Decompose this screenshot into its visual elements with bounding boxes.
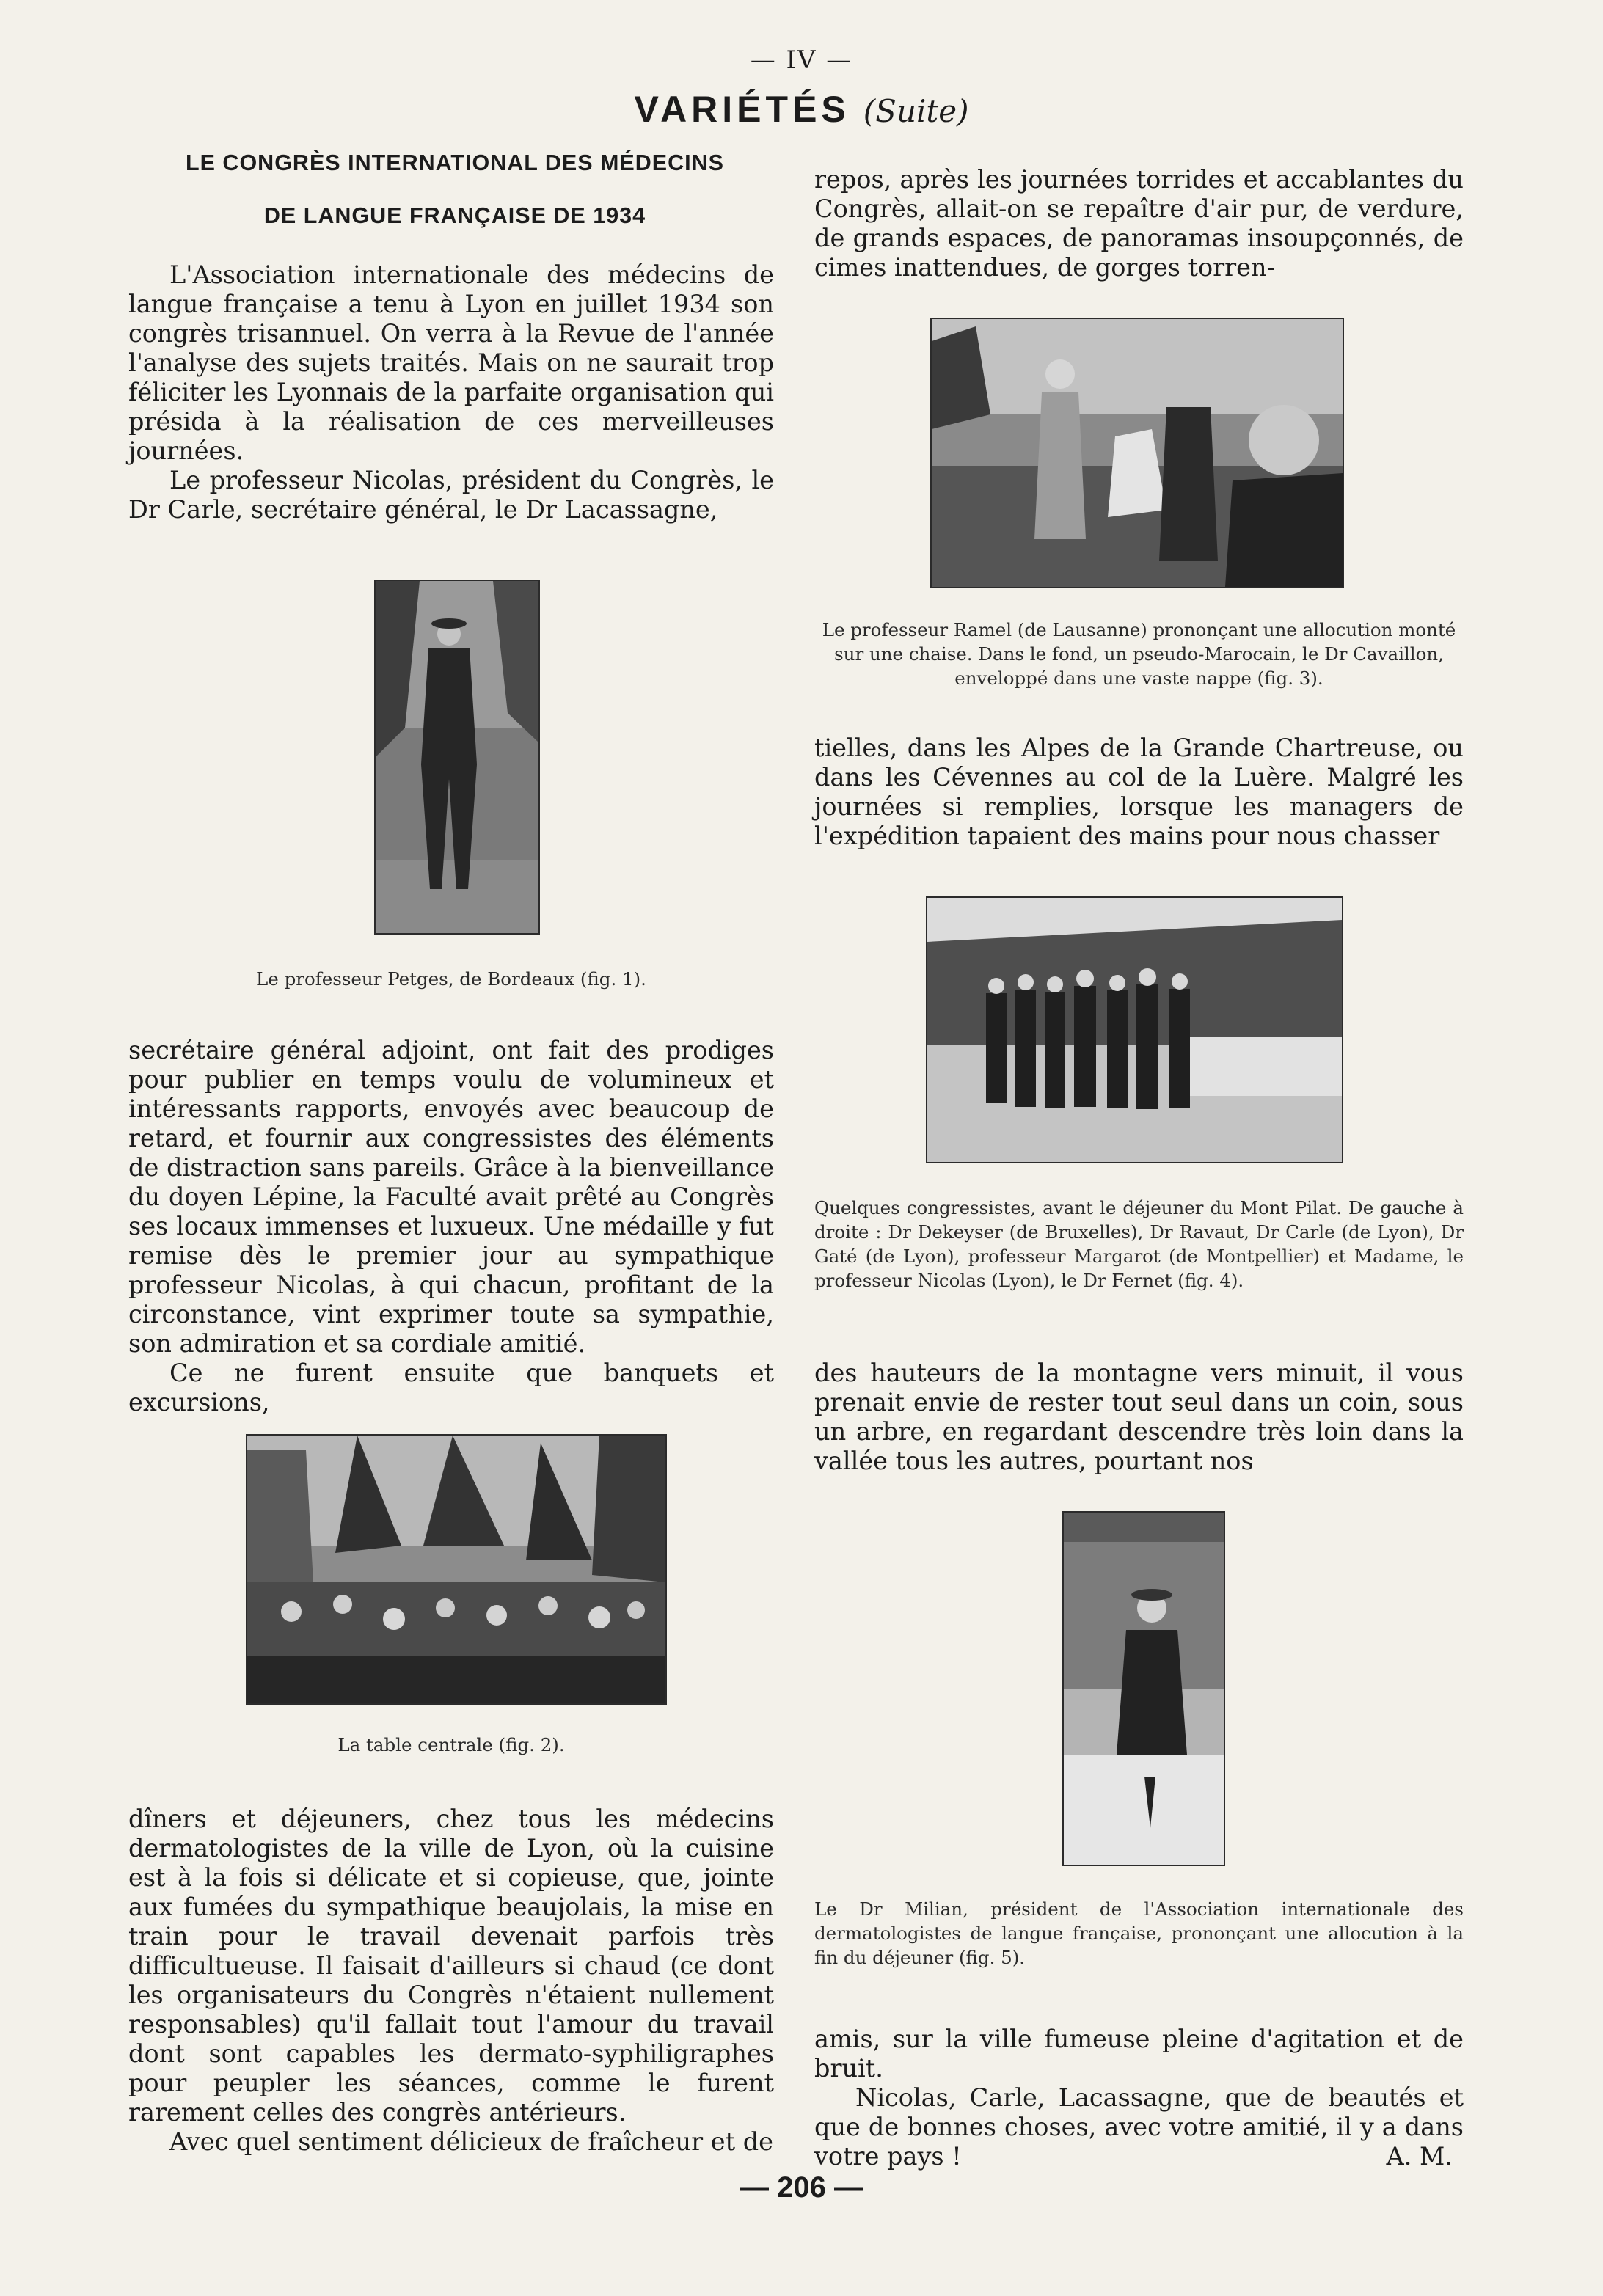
col2-para-2: tielles, dans les Alpes de la Grande Chartreuse, ou dans les Cévennes au col de la Luère. Malgré les journées si remplies, lorsque les managers de l'expédition tapaient des mains pour nous chasser: [814, 734, 1464, 850]
col2-mid: [814, 1359, 1464, 1476]
fig1-image: [376, 581, 538, 933]
col2-para-5: Nicolas, Carle, Lacassagne, que de beautés et que de bonnes choses, avec votre amitié, il y a dans votre pays !: [814, 2083, 1464, 2171]
section-title-main: VARIÉTÉS: [634, 89, 850, 130]
roman-page-number: — IV —: [750, 45, 853, 75]
fig4-caption: Quelques congressistes, avant le déjeuner du Mont Pilat. De gauche à droite : Dr Dekeyser (de Bruxelles), Dr Ravaut, Dr Carle (de Lyon), Dr Gaté (de Lyon), professeur Margarot (de Montpellier) et Madame, le professeur Nicolas (Lyon), le Dr Fernet (fig. 4).: [814, 1197, 1464, 1291]
col2-para-3: des hauteurs de la montagne vers minuit, il vous prenait envie de rester tout seul dans un coin, sous un arbre, en regardant descendre très loin dans la vallée tous les autres, pourtant nos: [814, 1359, 1464, 1475]
fig5-photo: [1062, 1511, 1225, 1866]
col2-para-4: amis, sur la ville fumeuse pleine d'agitation et de bruit.: [814, 2025, 1464, 2083]
fig2-caption: La table centrale (fig. 2).: [337, 1734, 565, 1755]
headline-line-2: DE LANGUE FRANÇAISE DE 1934: [263, 203, 646, 228]
fig2-photo: [246, 1434, 667, 1705]
headline-line-1: LE CONGRÈS INTERNATIONAL DES MÉDECINS: [185, 150, 725, 175]
fig4-photo: [926, 896, 1343, 1163]
fig5-caption: Le Dr Milian, président de l'Association internationale des dermatologistes de langue française, prononçant une allocution à la fin du déjeuner (fig. 5).: [814, 1898, 1464, 1968]
col1-conclusion: [128, 1805, 774, 2157]
fig1-caption: Le professeur Petges, de Bordeaux (fig. 1).: [256, 968, 646, 990]
col1-para-5: dîners et déjeuners, chez tous les médecins dermatologistes de la ville de Lyon, où la cuisine est à la fois si délicate et si copieuse, que, jointe aux fumées du sympathique beaujolais, la mise en train pour le travail devenait parfois très difficultueuse. Il faisait d'ailleurs si chaud (ce dont les organisateurs du Congrès n'étaient nullement responsables) qu'il fallait tout l'amour du travail dont sont capables les dermato-syphiligraphes pour peupler les séances, comme le furent rarement celles des congrès antérieurs.: [128, 1805, 774, 2127]
col1-para-4: Ce ne furent ensuite que banquets et excursions,: [128, 1359, 774, 1416]
col2-body: [814, 734, 1464, 851]
fig2-image: [247, 1436, 665, 1703]
fig4-image: [927, 898, 1342, 1162]
section-title: [0, 88, 1603, 131]
fig1-photo: [374, 580, 540, 935]
col1-intro: [128, 260, 774, 524]
col1-para-2: Le professeur Nicolas, président du Congrès, le Dr Carle, secrétaire général, le Dr Lacassagne,: [128, 466, 774, 524]
col1-para-3: secrétaire général adjoint, ont fait des prodiges pour publier en temps voulu de volumineux et intéressants rapports, envoyés avec beaucoup de retard, et fournir aux congressistes des éléments de distraction sans pareils. Grâce à la bienveillance du doyen Lépine, la Faculté avait prêté au Congrès ses locaux immenses et luxueux. Une médaille y fut remise dès le premier jour au sympathique professeur Nicolas, à qui chacun, profitant de la circonstance, vint exprimer toute sa sympathie, son admiration et sa cordiale amitié.: [128, 1036, 774, 1358]
fig5-image: [1064, 1513, 1224, 1865]
col2-para-1: repos, après les journées torrides et accablantes du Congrès, allait-on se repaître d'air pur, de verdure, de grands espaces, de panoramas insoupçonnés, de cimes inattendues, de gorges torren-: [814, 165, 1464, 282]
section-title-suite: (Suite): [863, 93, 969, 129]
fig3-caption: Le professeur Ramel (de Lausanne) prononçant une allocution monté sur une chaise. Dans le fond, un pseudo-Marocain, le Dr Cavaillon, enveloppé dans une vaste nappe (fig. 3).: [822, 619, 1456, 689]
page-number-footer: — 206 —: [740, 2171, 863, 2204]
article-headline: [125, 136, 785, 242]
fig3-photo: [930, 318, 1344, 588]
col1-body: [128, 1036, 774, 1417]
col1-para-6: Avec quel sentiment délicieux de fraîcheur et de: [169, 2127, 773, 2156]
signature: A. M.: [1386, 2142, 1453, 2171]
col1-para-1: L'Association internationale des médecins de langue française a tenu à Lyon en juillet 1934 son congrès trisannuel. On verra à la Revue de l'année l'analyse des sujets traités. Mais on ne saurait trop féliciter les Lyonnais de la parfaite organisation qui présida à la réalisation de ces merveilleuses journées.: [128, 260, 774, 465]
col2-intro: [814, 165, 1464, 282]
fig3-image: [932, 319, 1343, 587]
